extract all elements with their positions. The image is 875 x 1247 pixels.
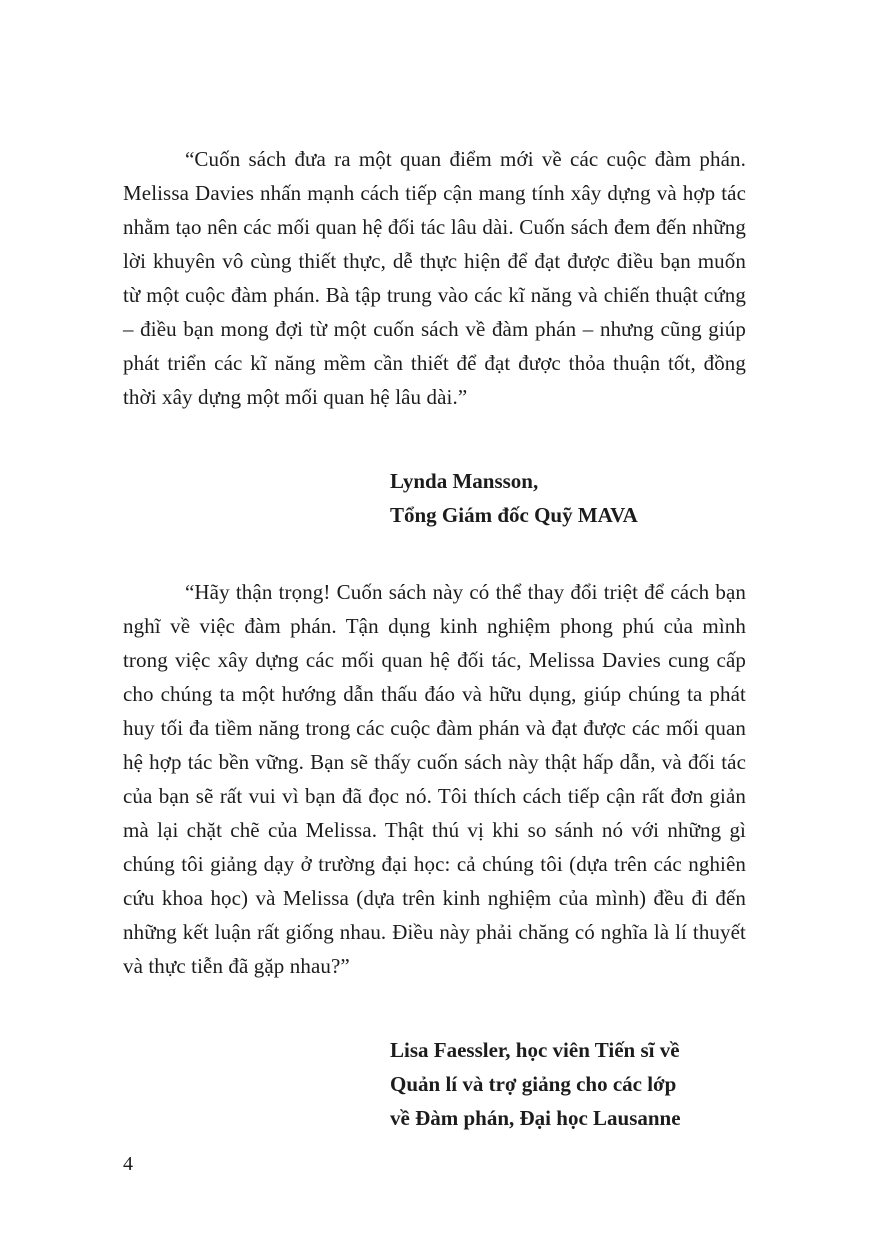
testimonial-attribution-2 xyxy=(390,1033,681,1135)
attribution-2-line-1: Lisa Faessler, học viên Tiến sĩ về xyxy=(390,1038,680,1062)
attribution-1-line-2: Tổng Giám đốc Quỹ MAVA xyxy=(390,503,638,527)
testimonial-quote-2: “Hãy thận trọng! Cuốn sách này có thể thay đổi triệt để cách bạn nghĩ về việc đàm phán. Tận dụng kinh nghiệm phong phú của mình trong việc xây dựng các mối quan hệ đối tác, Melissa Davies cung cấp cho chúng ta một hướng dẫn thấu đáo và hữu dụng, giúp chúng ta phát huy tối đa tiềm năng trong các cuộc đàm phán và đạt được các mối quan hệ hợp tác bền vững. Bạn sẽ thấy cuốn sách này thật hấp dẫn, và đối tác của bạn sẽ rất vui vì bạn đã đọc nó. Tôi thích cách tiếp cận rất đơn giản mà lại chặt chẽ của Melissa. Thật thú vị khi so sánh nó với những gì chúng tôi giảng dạy ở trường đại học: cả chúng tôi (dựa trên các nghiên cứu khoa học) và Melissa (dựa trên kinh nghiệm của mình) đều đi đến những kết luận rất giống nhau. Điều này phải chăng có nghĩa là lí thuyết và thực tiễn đã gặp nhau?” xyxy=(123,580,746,978)
testimonial-attribution-1 xyxy=(390,464,638,532)
attribution-1-line-1: Lynda Mansson, xyxy=(390,469,539,493)
attribution-2-line-3: về Đàm phán, Đại học Lausanne xyxy=(390,1106,681,1130)
testimonial-quote-1: “Cuốn sách đưa ra một quan điểm mới về các cuộc đàm phán. Melissa Davies nhấn mạnh cách tiếp cận mang tính xây dựng và hợp tác nhằm tạo nên các mối quan hệ đối tác lâu dài. Cuốn sách đem đến những lời khuyên vô cùng thiết thực, dễ thực hiện để đạt được điều bạn muốn từ một cuộc đàm phán. Bà tập trung vào các kĩ năng và chiến thuật cứng – điều bạn mong đợi từ một cuốn sách về đàm phán – nhưng cũng giúp phát triển các kĩ năng mềm cần thiết để đạt được thỏa thuận tốt, đồng thời xây dựng một mối quan hệ lâu dài.” xyxy=(123,147,746,409)
attribution-2-line-2: Quản lí và trợ giảng cho các lớp xyxy=(390,1072,677,1096)
page-number: 4 xyxy=(123,1153,133,1175)
